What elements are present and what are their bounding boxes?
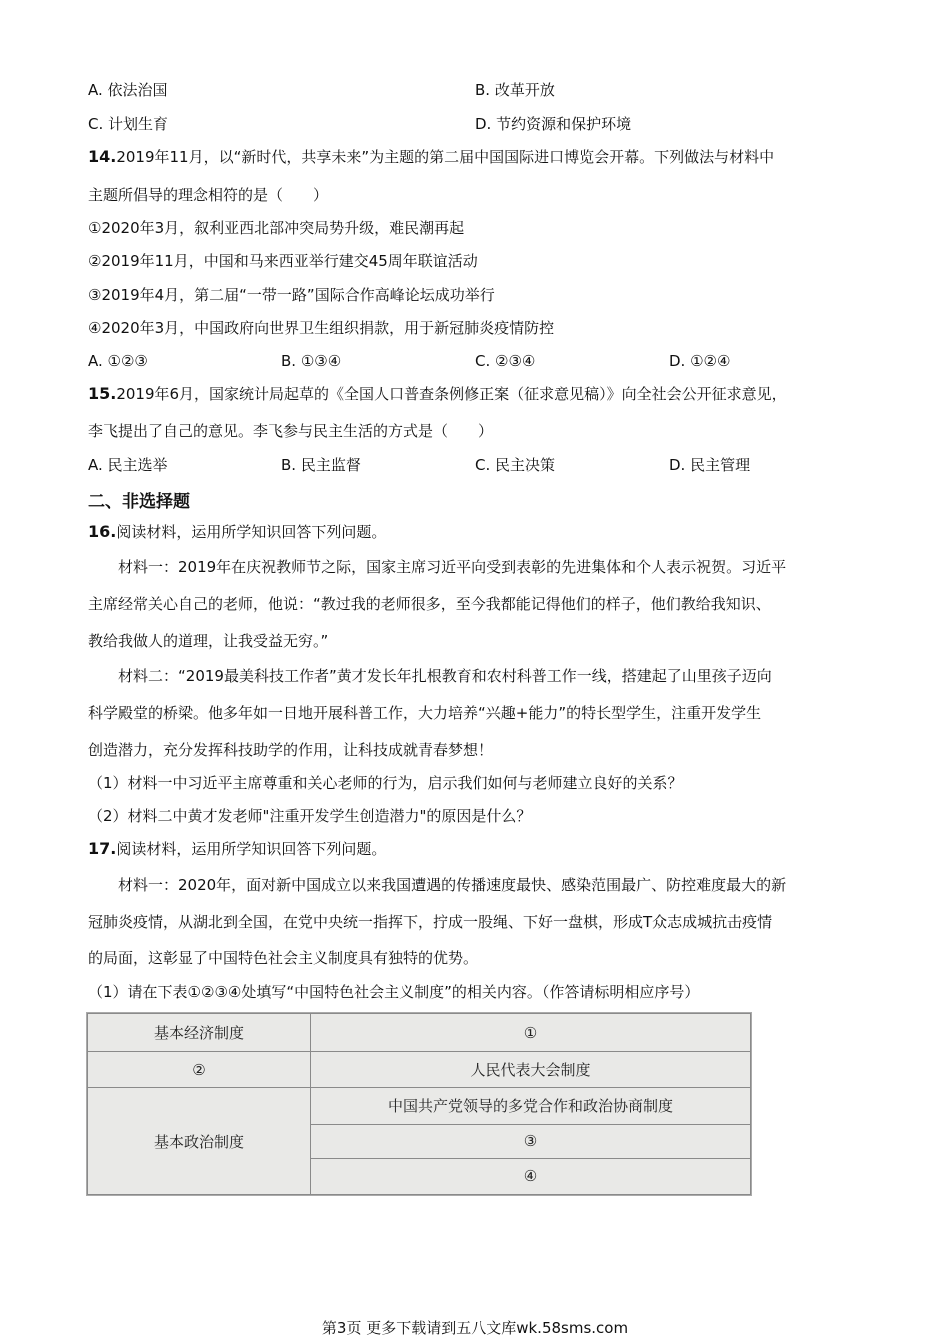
q16-material1-line2: 主席经常关心自己的老师，他说：“教过我的老师很多，至今我都能记得他们的样子，他们教给我知识、 [88,595,771,613]
socialist-system-table [86,1012,752,1196]
q14-item-3: ③2019年4月，第二届“一带一路”国际合作高峰论坛成功举行 [88,286,495,304]
section-title: 二、非选择题 [88,492,190,512]
q16-material2-line2: 科学殿堂的桥梁。他多年如一日地开展科普工作，大力培养“兴趣+能力”的特长型学生，注重开发学生 [88,704,762,722]
q16-stem [88,522,386,542]
q16-material2-line1: 材料二：“2019最美科技工作者”黄才发长年扎根教育和农村科普工作一线，搭建起了山里孩子迈向 [118,667,772,685]
q13-option-a: A. 依法治国 [88,81,168,99]
q17-sub1: （1）请在下表①②③④处填写“中国特色社会主义制度”的相关内容。（作答请标明相应序号） [88,983,700,1001]
table-cell-blank-2: ② [88,1052,311,1088]
q17-material1-line2: 冠肺炎疫情，从湖北到全国，在党中央统一指挥下，拧成一股绳、下好一盘棋，形成T众志成城抗击疫情 [88,913,773,931]
q13-option-d: D. 节约资源和保护环境 [475,115,632,133]
q14-option-a: A. ①②③ [88,352,148,370]
q15-stem-text: 2019年6月，国家统计局起草的《全国人口普查条例修正案（征求意见稿）》向全社会公开征求意见， [116,385,787,403]
page-footer: 第3页 更多下载请到五八文库wk.58sms.com [321,1319,629,1337]
table-cell-multiparty: 中国共产党领导的多党合作和政治协商制度 [311,1088,751,1124]
table-cell-npc-system: 人民代表大会制度 [311,1052,751,1088]
q17-stem [88,839,386,859]
q14-item-2: ②2019年11月，中国和马来西亚举行建交45周年联谊活动 [88,252,478,270]
q17-number: 17. [88,839,117,858]
q14-stem-line2: 主题所倡导的理念相符的是（ ） [88,186,329,204]
q15-stem-line1 [88,384,787,404]
q15-option-c: C. 民主决策 [475,456,556,474]
q14-stem-line1 [88,147,774,167]
q16-sub1: （1）材料一中习近平主席尊重和关心老师的行为，启示我们如何与老师建立良好的关系？ [88,774,683,792]
table-cell-blank-4: ④ [311,1158,751,1194]
q15-option-d: D. 民主管理 [669,456,751,474]
q16-stem-text: 阅读材料，运用所学知识回答下列问题。 [116,523,387,541]
q13-option-b: B. 改革开放 [475,81,555,99]
q16-material1-line3: 教给我做人的道理，让我受益无穷。” [88,632,329,650]
q15-option-b: B. 民主监督 [281,456,361,474]
q15-stem-line2: 李飞提出了自己的意见。李飞参与民主生活的方式是（ ） [88,422,494,440]
q17-material1-line3: 的局面，这彰显了中国特色社会主义制度具有独特的优势。 [88,949,479,967]
q16-sub2: （2）材料二中黄才发老师"注重开发学生创造潜力"的原因是什么？ [88,807,532,825]
q17-stem-text: 阅读材料，运用所学知识回答下列问题。 [116,840,387,858]
table-cell-blank-3: ③ [311,1124,751,1158]
q14-item-1: ①2020年3月，叙利亚西北部冲突局势升级，难民潮再起 [88,219,465,237]
q14-number: 14. [88,147,117,166]
q16-material1-line1: 材料一：2019年在庆祝教师节之际，国家主席习近平向受到表彰的先进集体和个人表示祝贺。习近平 [118,558,787,576]
q14-option-d: D. ①②④ [669,352,731,370]
table-cell-basic-economic: 基本经济制度 [88,1014,311,1052]
table-cell-blank-1: ① [311,1014,751,1052]
q14-item-4: ④2020年3月，中国政府向世界卫生组织捐款，用于新冠肺炎疫情防控 [88,319,555,337]
q13-option-c: C. 计划生育 [88,115,169,133]
q14-option-b: B. ①③④ [281,352,342,370]
table-cell-basic-political: 基本政治制度 [88,1088,311,1195]
q14-option-c: C. ②③④ [475,352,536,370]
q16-number: 16. [88,522,117,541]
q14-stem-text: 2019年11月，以“新时代，共享未来”为主题的第二届中国国际进口博览会开幕。下列做法与材料中 [116,148,775,166]
q16-material2-line3: 创造潜力，充分发挥科技助学的作用，让科技成就青春梦想！ [88,741,494,759]
q15-number: 15. [88,384,117,403]
q15-option-a: A. 民主选举 [88,456,168,474]
q17-material1-line1: 材料一：2020年，面对新中国成立以来我国遭遇的传播速度最快、感染范围最广、防控难度最大的新 [118,876,787,894]
